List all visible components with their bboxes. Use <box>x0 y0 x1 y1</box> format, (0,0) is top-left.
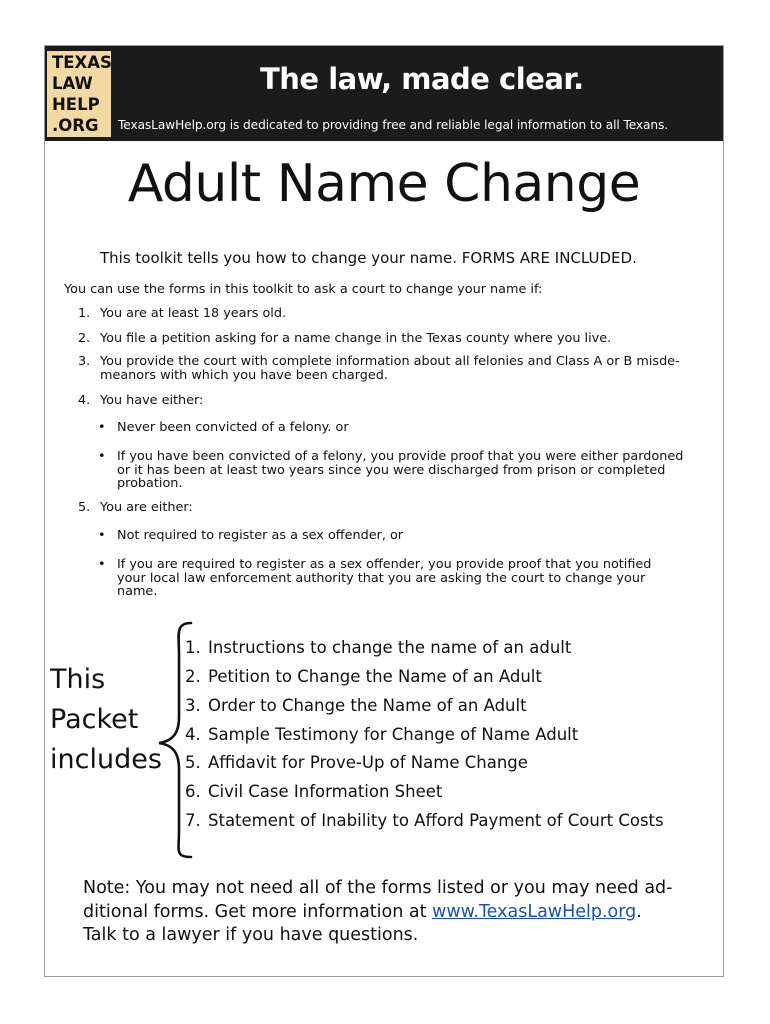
item-text <box>100 355 680 382</box>
header-banner <box>45 46 723 141</box>
packet-item-text: Civil Case Information Sheet <box>208 782 443 801</box>
item-text: You are either: <box>100 500 193 515</box>
intro-text: This toolkit tells you how to change your name. FORMS ARE INCLUDED. <box>100 249 637 267</box>
bullet-text-line: probation. <box>117 476 183 491</box>
item-text: You are at least 18 years old. <box>100 306 287 321</box>
packet-item-number: 1. <box>185 638 201 657</box>
packet-item-number: 2. <box>185 667 201 686</box>
bullet-text-line: If you have been convicted of a felony, you provide proof that you were either pardoned <box>117 449 684 464</box>
packet-item-text: Order to Change the Name of an Adult <box>208 696 527 715</box>
texaslawhelp-link[interactable]: www.TexasLawHelp.org <box>432 901 637 922</box>
packet-item-number: 4. <box>185 725 201 744</box>
document-page <box>44 45 724 977</box>
texas-law-help-logo[interactable] <box>47 51 111 137</box>
bullet-text-line: or it has been at least two years since you were discharged from prison or completed <box>117 462 666 478</box>
banner-tagline: The law, made clear. <box>260 62 584 96</box>
item-number: 2. <box>78 331 91 346</box>
packet-label-line: This <box>50 664 106 695</box>
item-text: You file a petition asking for a name change in the Texas county where you live. <box>100 331 612 346</box>
logo-line: HELP <box>52 95 100 114</box>
bullet-text: Never been convicted of a felony. or <box>117 420 349 435</box>
bullet-text-line: your local law enforcement authority that you are asking the court to change your <box>117 570 646 586</box>
item-number: 3. <box>78 354 91 369</box>
packet-item-text: Sample Testimony for Change of Name Adult <box>208 725 579 744</box>
packet-item-number: 7. <box>185 811 201 830</box>
packet-item-text: Instructions to change the name of an adult <box>208 638 572 657</box>
item-text: You have either: <box>100 393 204 408</box>
closing-note <box>83 877 672 948</box>
bullet-glyph: • <box>98 557 106 572</box>
packet-label-line: Packet <box>50 704 139 735</box>
bullet-glyph: • <box>98 449 106 464</box>
bullet-text <box>117 450 683 491</box>
logo-line: .ORG <box>52 116 99 135</box>
note-text: . <box>636 901 642 922</box>
packet-label-line: includes <box>50 744 162 775</box>
item-text-line: You provide the court with complete information about all felonies and Class A or B misde- <box>100 354 680 369</box>
packet-item-text: Affidavit for Prove-Up of Name Change <box>208 753 528 772</box>
item-number: 5. <box>78 500 91 515</box>
bullet-text-line: name. <box>117 584 158 599</box>
page-title: Adult Name Change <box>127 154 641 214</box>
banner-subtagline: TexasLawHelp.org is dedicated to providing free and reliable legal information to all Texans. <box>118 118 669 132</box>
note-line: Talk to a lawyer if you have questions. <box>83 925 419 945</box>
bullet-glyph: • <box>98 528 106 543</box>
logo-line: TEXAS <box>52 53 112 72</box>
requirements-lead: You can use the forms in this toolkit to ask a court to change your name if: <box>64 282 543 297</box>
logo-line: LAW <box>52 74 93 93</box>
packet-item-number: 6. <box>185 782 201 801</box>
item-number: 4. <box>78 393 91 408</box>
packet-item-text: Petition to Change the Name of an Adult <box>208 667 542 686</box>
item-number: 1. <box>78 306 91 321</box>
note-line <box>83 901 672 925</box>
note-text: ditional forms. Get more information at <box>83 901 433 922</box>
packet-item-number: 5. <box>185 753 201 772</box>
packet-item-number: 3. <box>185 696 201 715</box>
bullet-glyph: • <box>98 420 106 435</box>
bullet-text <box>117 558 651 599</box>
packet-label <box>50 660 162 780</box>
packet-item-text: Statement of Inability to Afford Payment of Court Costs <box>208 811 664 830</box>
bullet-text-line: If you are required to register as a sex offender, you provide proof that you notified <box>117 557 652 572</box>
note-line: Note: You may not need all of the forms listed or you may need ad- <box>83 878 673 898</box>
item-text-line: meanors with which you have been charged. <box>100 367 388 383</box>
bullet-text: Not required to register as a sex offender, or <box>117 528 404 543</box>
